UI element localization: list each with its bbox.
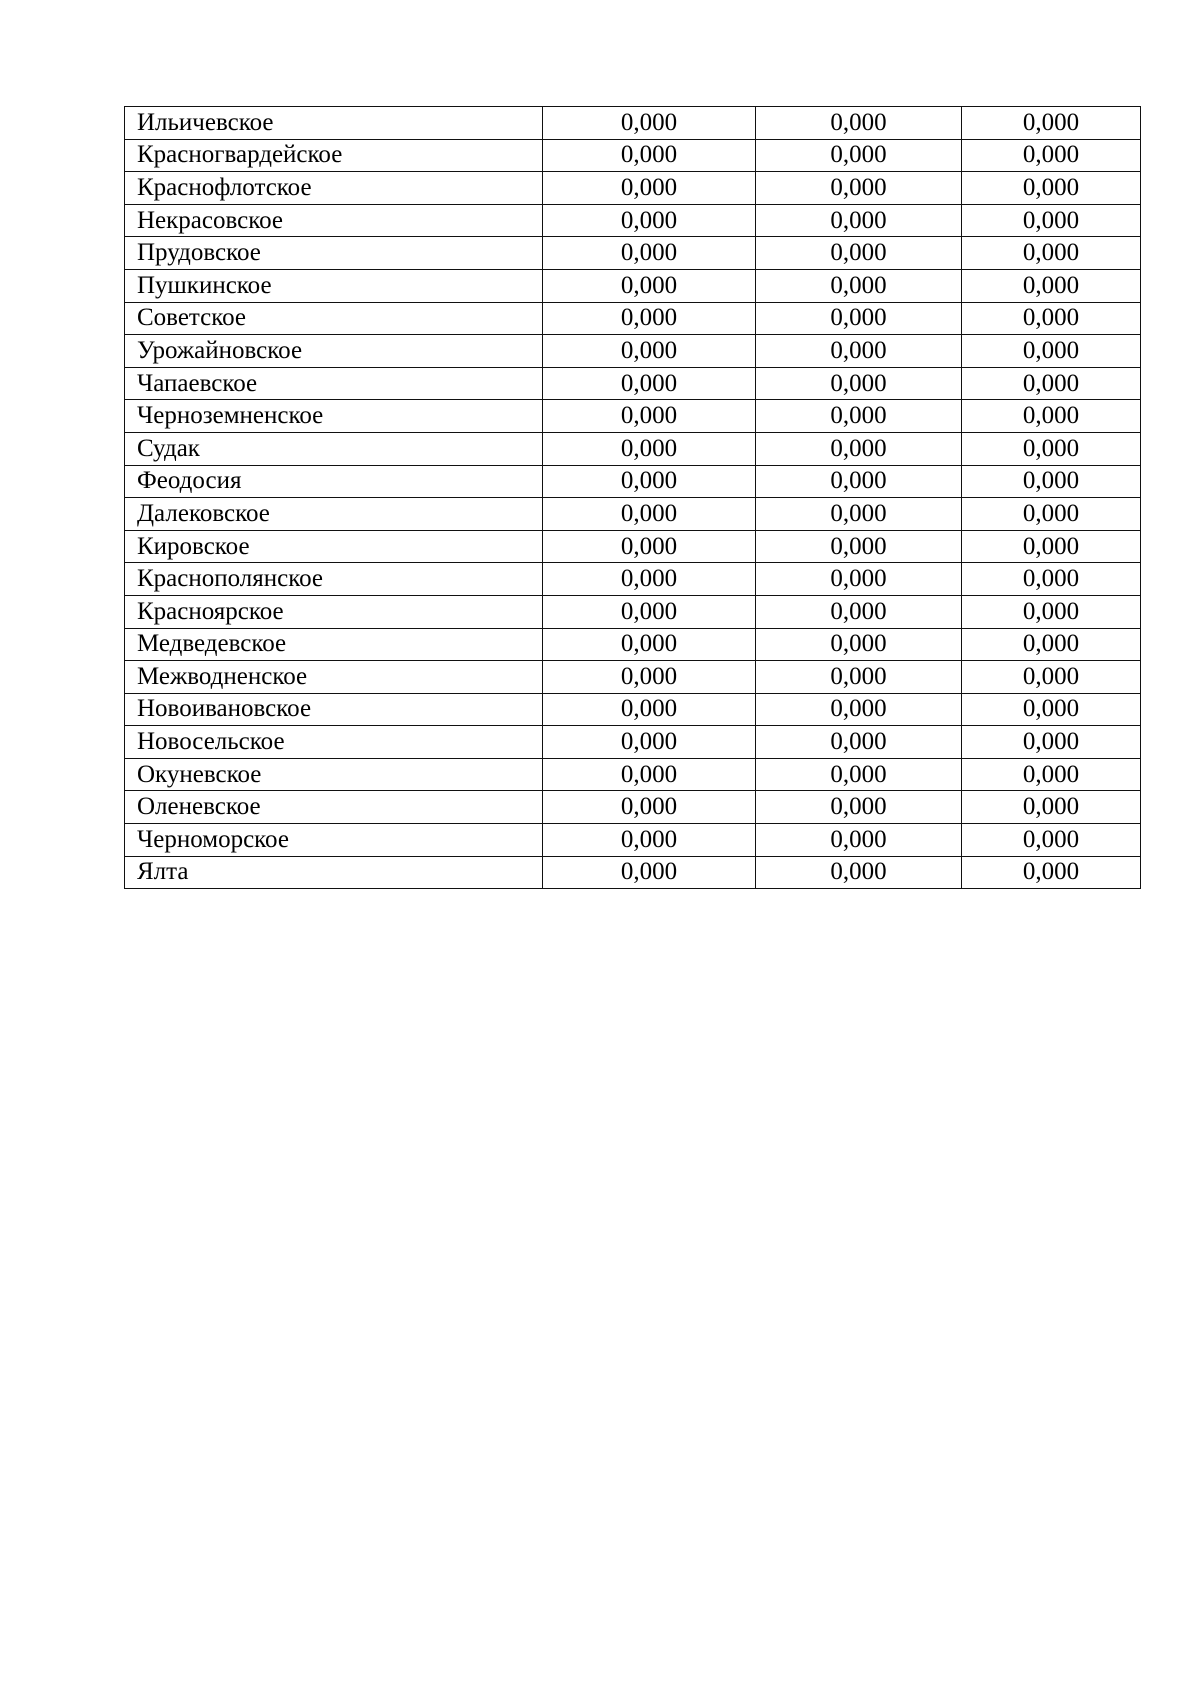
settlements-table [124,106,1141,889]
settlement-name: Краснополянское [125,563,543,596]
value-cell-3: 0,000 [962,139,1141,172]
table-row [125,237,1141,270]
value-cell-1: 0,000 [543,791,756,824]
value-cell-2: 0,000 [756,465,962,498]
value-cell-3: 0,000 [962,563,1141,596]
value-cell-3: 0,000 [962,107,1141,140]
value-cell-1: 0,000 [543,172,756,205]
settlement-name: Судак [125,432,543,465]
value-cell-3: 0,000 [962,498,1141,531]
value-cell-2: 0,000 [756,107,962,140]
value-cell-1: 0,000 [543,302,756,335]
table-row [125,791,1141,824]
table-row [125,628,1141,661]
value-cell-1: 0,000 [543,237,756,270]
value-cell-1: 0,000 [543,432,756,465]
value-cell-3: 0,000 [962,530,1141,563]
value-cell-3: 0,000 [962,595,1141,628]
value-cell-1: 0,000 [543,824,756,857]
table-row [125,758,1141,791]
value-cell-1: 0,000 [543,726,756,759]
value-cell-3: 0,000 [962,791,1141,824]
value-cell-2: 0,000 [756,661,962,694]
value-cell-2: 0,000 [756,367,962,400]
settlement-name: Черноземненское [125,400,543,433]
table-row [125,204,1141,237]
table-row [125,139,1141,172]
value-cell-2: 0,000 [756,726,962,759]
table-body [125,107,1141,889]
settlement-name: Прудовское [125,237,543,270]
settlement-name: Краснофлотское [125,172,543,205]
table-row [125,498,1141,531]
value-cell-2: 0,000 [756,335,962,368]
value-cell-2: 0,000 [756,302,962,335]
table-row [125,269,1141,302]
value-cell-2: 0,000 [756,498,962,531]
value-cell-3: 0,000 [962,237,1141,270]
settlement-name: Далековское [125,498,543,531]
value-cell-3: 0,000 [962,693,1141,726]
value-cell-2: 0,000 [756,237,962,270]
table-row [125,856,1141,889]
value-cell-2: 0,000 [756,172,962,205]
value-cell-1: 0,000 [543,530,756,563]
value-cell-1: 0,000 [543,335,756,368]
value-cell-1: 0,000 [543,856,756,889]
value-cell-3: 0,000 [962,204,1141,237]
value-cell-3: 0,000 [962,726,1141,759]
value-cell-2: 0,000 [756,595,962,628]
settlement-name: Ильичевское [125,107,543,140]
value-cell-2: 0,000 [756,432,962,465]
table-row [125,335,1141,368]
table-row [125,595,1141,628]
settlement-name: Красногвардейское [125,139,543,172]
value-cell-2: 0,000 [756,824,962,857]
table-row [125,824,1141,857]
value-cell-1: 0,000 [543,758,756,791]
value-cell-2: 0,000 [756,758,962,791]
table-row [125,563,1141,596]
table-row [125,530,1141,563]
value-cell-2: 0,000 [756,563,962,596]
settlement-name: Окуневское [125,758,543,791]
value-cell-1: 0,000 [543,139,756,172]
table-row [125,367,1141,400]
value-cell-3: 0,000 [962,758,1141,791]
value-cell-3: 0,000 [962,172,1141,205]
settlement-name: Урожайновское [125,335,543,368]
settlement-name: Ялта [125,856,543,889]
table-row [125,400,1141,433]
value-cell-3: 0,000 [962,335,1141,368]
settlement-name: Чапаевское [125,367,543,400]
value-cell-3: 0,000 [962,465,1141,498]
value-cell-3: 0,000 [962,367,1141,400]
value-cell-1: 0,000 [543,563,756,596]
value-cell-1: 0,000 [543,628,756,661]
settlement-name: Кировское [125,530,543,563]
value-cell-1: 0,000 [543,400,756,433]
value-cell-1: 0,000 [543,661,756,694]
value-cell-2: 0,000 [756,693,962,726]
value-cell-1: 0,000 [543,465,756,498]
value-cell-3: 0,000 [962,269,1141,302]
value-cell-1: 0,000 [543,693,756,726]
value-cell-2: 0,000 [756,400,962,433]
table-row [125,432,1141,465]
value-cell-2: 0,000 [756,269,962,302]
settlement-name: Новосельское [125,726,543,759]
value-cell-3: 0,000 [962,302,1141,335]
settlement-name: Медведевское [125,628,543,661]
value-cell-3: 0,000 [962,661,1141,694]
table-row [125,726,1141,759]
value-cell-2: 0,000 [756,139,962,172]
value-cell-2: 0,000 [756,204,962,237]
settlement-name: Новоивановское [125,693,543,726]
table-row [125,172,1141,205]
value-cell-3: 0,000 [962,856,1141,889]
value-cell-3: 0,000 [962,432,1141,465]
settlement-name: Пушкинское [125,269,543,302]
value-cell-2: 0,000 [756,530,962,563]
table-row [125,661,1141,694]
table-row [125,302,1141,335]
value-cell-2: 0,000 [756,628,962,661]
table-row [125,693,1141,726]
value-cell-1: 0,000 [543,269,756,302]
settlement-name: Феодосия [125,465,543,498]
value-cell-3: 0,000 [962,628,1141,661]
settlement-name: Некрасовское [125,204,543,237]
settlement-name: Межводненское [125,661,543,694]
settlement-name: Советское [125,302,543,335]
value-cell-1: 0,000 [543,204,756,237]
settlement-name: Черноморское [125,824,543,857]
value-cell-2: 0,000 [756,856,962,889]
value-cell-2: 0,000 [756,791,962,824]
settlement-name: Красноярское [125,595,543,628]
value-cell-3: 0,000 [962,824,1141,857]
table-row [125,465,1141,498]
settlement-name: Оленевское [125,791,543,824]
value-cell-1: 0,000 [543,367,756,400]
value-cell-1: 0,000 [543,107,756,140]
table-row [125,107,1141,140]
value-cell-1: 0,000 [543,595,756,628]
value-cell-3: 0,000 [962,400,1141,433]
value-cell-1: 0,000 [543,498,756,531]
